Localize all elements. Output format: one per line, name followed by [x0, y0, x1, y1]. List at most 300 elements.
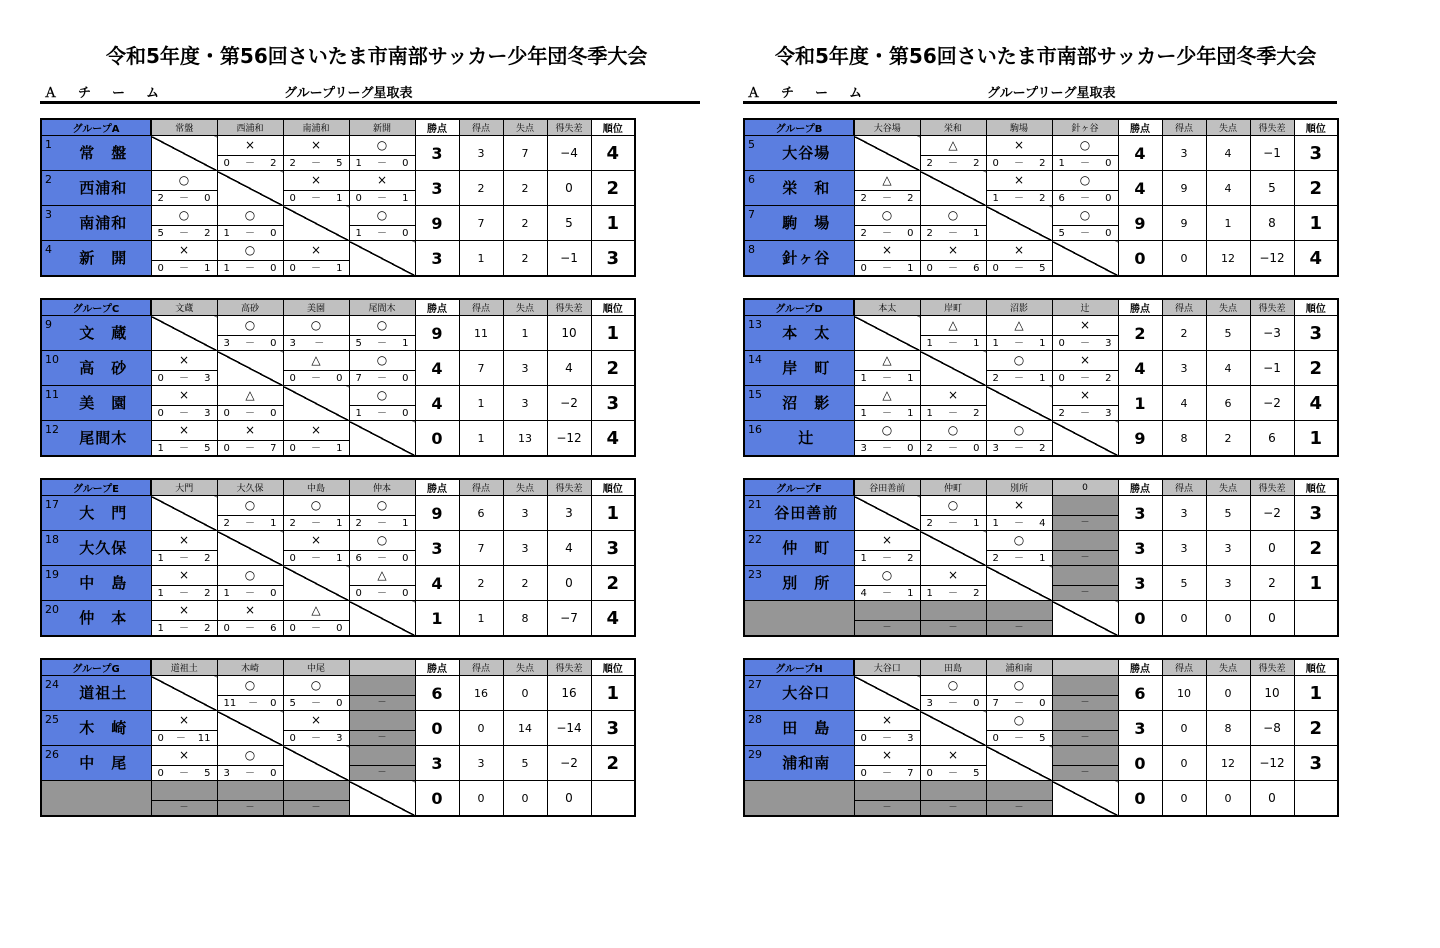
score-against: 0 [270, 228, 277, 239]
column-header-ga: 失点 [503, 479, 547, 496]
column-header-gd: 得失差 [1250, 119, 1294, 136]
match-score [284, 515, 349, 530]
result-cell [854, 711, 920, 746]
group-name: グループA [41, 119, 151, 136]
team-cell [744, 711, 854, 746]
rank-cell: 3 [1294, 316, 1338, 351]
score-dash: － [1014, 698, 1024, 709]
score-dash: － [245, 588, 255, 599]
goal-diff-cell: 8 [1250, 206, 1294, 241]
team-number: 1 [45, 138, 52, 151]
goals-against-cell: 0 [503, 676, 547, 711]
score-dash: － [1014, 263, 1024, 274]
score-for: 6 [1058, 193, 1065, 204]
score-against: 1 [973, 338, 980, 349]
score-dash: － [1080, 158, 1090, 169]
rank-cell: 1 [591, 206, 635, 241]
result-cell [349, 316, 415, 351]
team-name: 新 開 [79, 248, 128, 267]
group-table [743, 658, 1339, 817]
goal-diff-cell: −3 [1250, 316, 1294, 351]
score-dash: － [1014, 158, 1024, 169]
rank-cell: 1 [591, 676, 635, 711]
table-row [41, 386, 635, 421]
group-name: グループC [41, 299, 151, 316]
score-against: 7 [907, 768, 914, 779]
dash: － [1053, 585, 1118, 600]
table-row [41, 496, 635, 531]
goals-for-cell: 16 [459, 676, 503, 711]
team-number: 21 [748, 498, 762, 511]
match-score [855, 765, 920, 780]
score-dash: － [311, 193, 321, 204]
score-against: 0 [402, 228, 409, 239]
team-name: 美 園 [79, 393, 128, 412]
score-for: 0 [1058, 373, 1065, 384]
column-header-opponent [1052, 659, 1118, 676]
team-number: 3 [45, 208, 52, 221]
goal-diff-cell: −7 [547, 601, 591, 637]
score-against: 2 [204, 588, 211, 599]
goal-diff-cell: −12 [1250, 746, 1294, 781]
match-score [350, 550, 415, 565]
team-cell [744, 136, 854, 171]
team-name: 西浦和 [79, 178, 128, 197]
score-dash: － [948, 698, 958, 709]
goal-diff-cell: −2 [1250, 386, 1294, 421]
match-score [350, 335, 415, 350]
goal-diff-cell: 16 [547, 676, 591, 711]
match-score [987, 260, 1052, 275]
score-against: 0 [907, 228, 914, 239]
points-cell: 1 [415, 601, 459, 637]
result-mark: ○ [376, 138, 388, 152]
result-mark: × [947, 243, 959, 257]
table-row [41, 676, 635, 711]
score-dash: － [245, 263, 255, 274]
score-for: 1 [992, 193, 999, 204]
result-cell [151, 421, 217, 457]
diagonal-cell [217, 351, 283, 386]
team-number: 28 [748, 713, 762, 726]
column-header-gf: 得点 [1162, 299, 1206, 316]
team-number: 27 [748, 678, 762, 691]
result-cell [283, 601, 349, 637]
goal-diff-cell: 0 [1250, 781, 1294, 817]
points-cell: 3 [1118, 496, 1162, 531]
score-for: 7 [355, 373, 362, 384]
score-dash: － [245, 443, 255, 454]
score-against: 5 [204, 768, 211, 779]
score-for: 2 [926, 443, 933, 454]
match-score [284, 190, 349, 205]
goals-against-cell: 0 [503, 781, 547, 817]
team-name: 大久保 [79, 538, 128, 557]
score-dash: － [377, 158, 387, 169]
team-number: 15 [748, 388, 762, 401]
score-for: 0 [289, 623, 296, 634]
table-row [41, 746, 635, 781]
match-score [152, 550, 217, 565]
diagonal-cell [349, 421, 415, 457]
goal-diff-cell: −14 [547, 711, 591, 746]
result-mark: × [310, 423, 322, 437]
team-name: 針ヶ谷 [782, 248, 831, 267]
match-score [1053, 335, 1118, 350]
goals-for-cell: 10 [1162, 676, 1206, 711]
score-for: 0 [289, 443, 296, 454]
score-for: 1 [223, 588, 230, 599]
result-mark: ○ [947, 678, 959, 692]
points-cell: 4 [1118, 136, 1162, 171]
dash: － [921, 800, 986, 815]
goals-against-cell: 4 [1206, 171, 1250, 206]
score-for: 0 [223, 408, 230, 419]
score-against: 5 [1039, 263, 1046, 274]
score-for: 5 [157, 228, 164, 239]
score-against: 0 [1105, 158, 1112, 169]
points-cell: 9 [1118, 421, 1162, 457]
score-dash: － [314, 338, 325, 349]
team-number: 25 [45, 713, 59, 726]
score-against: 3 [1105, 408, 1112, 419]
column-header-rank: 順位 [1294, 659, 1338, 676]
goals-for-cell: 1 [459, 601, 503, 637]
dash: － [987, 620, 1052, 635]
result-mark: ○ [947, 208, 959, 222]
team-name: 沼 影 [782, 393, 831, 412]
score-against: 1 [336, 553, 343, 564]
section-header-left [40, 79, 700, 104]
result-cell [986, 316, 1052, 351]
match-score [921, 335, 986, 350]
score-for: 3 [860, 443, 867, 454]
diagonal-cell [920, 351, 986, 386]
goal-diff-cell: 0 [547, 781, 591, 817]
score-dash: － [948, 228, 958, 239]
team-number: 18 [45, 533, 59, 546]
score-against: 2 [1105, 373, 1112, 384]
match-score [921, 515, 986, 530]
empty-result-cell [151, 781, 217, 817]
diagonal-cell [283, 206, 349, 241]
dash: － [921, 620, 986, 635]
result-mark: ○ [244, 568, 256, 582]
result-cell [349, 136, 415, 171]
score-dash: － [1080, 338, 1090, 349]
table-row [744, 171, 1338, 206]
diagonal-cell [920, 531, 986, 566]
goals-for-cell: 1 [459, 386, 503, 421]
column-header-opponent: 別所 [986, 479, 1052, 496]
score-against: 5 [336, 158, 343, 169]
column-header-gd: 得失差 [547, 119, 591, 136]
team-cell [41, 676, 151, 711]
result-cell [217, 676, 283, 711]
goals-against-cell: 5 [1206, 316, 1250, 351]
team-cell [41, 531, 151, 566]
group-name: グループG [41, 659, 151, 676]
diagonal-cell [283, 566, 349, 601]
goals-for-cell: 2 [1162, 316, 1206, 351]
table-row [744, 711, 1338, 746]
score-for: 0 [223, 443, 230, 454]
score-against: 3 [1105, 338, 1112, 349]
match-score [350, 190, 415, 205]
result-mark: △ [948, 318, 958, 332]
score-against: 0 [402, 588, 409, 599]
result-cell [151, 566, 217, 601]
score-against: 0 [336, 373, 343, 384]
result-mark: × [178, 533, 190, 547]
result-mark: × [1079, 388, 1091, 402]
goals-for-cell: 0 [459, 711, 503, 746]
result-cell [349, 171, 415, 206]
match-score [921, 155, 986, 170]
empty-result-cell [854, 781, 920, 817]
diagonal-cell [986, 746, 1052, 781]
match-score [855, 405, 920, 420]
rank-cell [1294, 601, 1338, 637]
rank-cell: 2 [591, 351, 635, 386]
result-mark: × [178, 713, 190, 727]
score-for: 1 [157, 553, 164, 564]
points-cell: 3 [1118, 531, 1162, 566]
score-for: 2 [926, 158, 933, 169]
goals-against-cell: 6 [1206, 386, 1250, 421]
points-cell: 3 [415, 241, 459, 277]
dash: － [1053, 695, 1118, 710]
result-mark: ○ [947, 498, 959, 512]
score-dash: － [948, 338, 958, 349]
points-cell: 0 [1118, 241, 1162, 277]
rank-cell: 2 [1294, 171, 1338, 206]
column-header-opponent: 中島 [283, 479, 349, 496]
match-score [987, 335, 1052, 350]
result-cell [854, 531, 920, 566]
result-cell [1052, 206, 1118, 241]
score-against: 0 [907, 443, 914, 454]
score-against: 0 [402, 408, 409, 419]
team-number: 22 [748, 533, 762, 546]
goals-against-cell: 2 [1206, 421, 1250, 457]
column-header-opponent: 大門 [151, 479, 217, 496]
column-header-gf: 得点 [459, 119, 503, 136]
column-header-gf: 得点 [459, 479, 503, 496]
match-score [152, 440, 217, 455]
score-for: 1 [926, 338, 933, 349]
score-dash: － [179, 443, 189, 454]
score-against: 2 [204, 553, 211, 564]
rank-cell: 3 [1294, 746, 1338, 781]
score-for: 2 [355, 518, 362, 529]
table-row [744, 566, 1338, 601]
column-header-opponent: 道祖土 [151, 659, 217, 676]
points-cell: 0 [1118, 781, 1162, 817]
score-for: 0 [860, 263, 867, 274]
goals-against-cell: 4 [1206, 351, 1250, 386]
result-mark: × [376, 173, 388, 187]
score-dash: － [948, 443, 958, 454]
score-for: 0 [157, 768, 164, 779]
goal-diff-cell: 5 [1250, 171, 1294, 206]
score-against: 4 [1039, 518, 1046, 529]
goals-for-cell: 9 [1162, 171, 1206, 206]
score-for: 2 [1058, 408, 1065, 419]
team-name: 別 所 [782, 573, 831, 592]
column-header-opponent: 栄和 [920, 119, 986, 136]
match-score [350, 225, 415, 240]
score-against: 2 [1039, 443, 1046, 454]
score-against: 2 [1039, 193, 1046, 204]
team-number: 24 [45, 678, 59, 691]
points-cell: 6 [1118, 676, 1162, 711]
column-header-opponent: 高砂 [217, 299, 283, 316]
table-row [41, 351, 635, 386]
team-name: 文 蔵 [79, 323, 128, 342]
score-against: 0 [1039, 698, 1046, 709]
result-mark: ○ [244, 318, 256, 332]
table-row [41, 171, 635, 206]
goal-diff-cell: 10 [1250, 676, 1294, 711]
column-header-ga: 失点 [503, 119, 547, 136]
score-dash: － [245, 768, 255, 779]
result-cell [920, 136, 986, 171]
result-mark: × [310, 173, 322, 187]
goal-diff-cell: 0 [1250, 531, 1294, 566]
match-score [855, 440, 920, 455]
table-row [744, 136, 1338, 171]
score-dash: － [948, 263, 958, 274]
team-cell [41, 136, 151, 171]
score-for: 4 [860, 588, 867, 599]
score-dash: － [175, 733, 186, 744]
goals-against-cell: 0 [1206, 601, 1250, 637]
score-against: 5 [204, 443, 211, 454]
points-cell: 4 [415, 351, 459, 386]
score-against: 0 [270, 338, 277, 349]
team-name: 辻 [798, 428, 815, 447]
result-cell [283, 136, 349, 171]
score-against: 2 [907, 553, 914, 564]
team-cell [744, 601, 854, 637]
result-mark: ○ [178, 208, 190, 222]
match-score [987, 550, 1052, 565]
result-cell [920, 676, 986, 711]
match-score [350, 405, 415, 420]
goal-diff-cell: 2 [1250, 566, 1294, 601]
result-cell [151, 171, 217, 206]
goals-against-cell: 13 [503, 421, 547, 457]
empty-result-cell [854, 601, 920, 637]
goals-against-cell: 8 [1206, 711, 1250, 746]
result-cell [1052, 351, 1118, 386]
result-cell [854, 351, 920, 386]
score-dash: － [311, 443, 321, 454]
score-dash: － [311, 623, 321, 634]
match-score [987, 370, 1052, 385]
score-for: 1 [860, 553, 867, 564]
goal-diff-cell: 0 [547, 566, 591, 601]
result-mark: ○ [376, 353, 388, 367]
result-mark: ○ [1013, 533, 1025, 547]
result-mark: × [244, 423, 256, 437]
rank-cell: 1 [1294, 566, 1338, 601]
result-cell [151, 351, 217, 386]
column-header-pts: 勝点 [415, 659, 459, 676]
result-cell [986, 421, 1052, 457]
column-header-pts: 勝点 [415, 479, 459, 496]
team-label: Ａチーム [747, 86, 884, 101]
score-dash: － [882, 228, 892, 239]
score-for: 7 [992, 698, 999, 709]
rank-cell: 4 [1294, 241, 1338, 277]
rank-cell: 1 [591, 316, 635, 351]
score-for: 0 [157, 263, 164, 274]
points-cell: 0 [1118, 601, 1162, 637]
result-mark: × [178, 353, 190, 367]
score-for: 1 [992, 338, 999, 349]
score-dash: － [245, 623, 255, 634]
match-score [284, 730, 349, 745]
score-for: 0 [926, 768, 933, 779]
score-against: 1 [336, 443, 343, 454]
goal-diff-cell: −2 [547, 386, 591, 421]
goal-diff-cell: −4 [547, 136, 591, 171]
section-header-right [743, 79, 1337, 104]
empty-result-cell [986, 601, 1052, 637]
match-score [152, 620, 217, 635]
table-row [41, 601, 635, 637]
rank-cell: 1 [591, 496, 635, 531]
group-name: グループH [744, 659, 854, 676]
match-score [218, 260, 283, 275]
match-score [284, 260, 349, 275]
score-for: 1 [157, 588, 164, 599]
rank-cell: 3 [1294, 496, 1338, 531]
diagonal-cell [349, 241, 415, 277]
result-cell [986, 241, 1052, 277]
result-mark: △ [882, 388, 892, 402]
result-cell [349, 386, 415, 421]
goals-for-cell: 3 [1162, 351, 1206, 386]
match-score [987, 190, 1052, 205]
result-cell [283, 496, 349, 531]
team-label: Ａチーム [44, 86, 181, 101]
team-number: 10 [45, 353, 59, 366]
column-header-opponent: 西浦和 [217, 119, 283, 136]
dash: － [855, 800, 920, 815]
result-cell [217, 601, 283, 637]
score-dash: － [179, 408, 189, 419]
goals-against-cell: 3 [503, 496, 547, 531]
score-dash: － [1080, 408, 1090, 419]
empty-result-cell [1052, 566, 1118, 601]
score-against: 0 [336, 698, 343, 709]
result-cell [1052, 316, 1118, 351]
score-dash: － [882, 443, 892, 454]
score-against: 0 [973, 698, 980, 709]
rank-cell: 2 [591, 171, 635, 206]
score-for: 5 [289, 698, 296, 709]
score-for: 5 [355, 338, 362, 349]
diagonal-cell [986, 206, 1052, 241]
score-against: 1 [1039, 373, 1046, 384]
team-name: 高 砂 [79, 358, 128, 377]
team-cell [41, 386, 151, 421]
result-cell [151, 386, 217, 421]
result-cell [283, 421, 349, 457]
